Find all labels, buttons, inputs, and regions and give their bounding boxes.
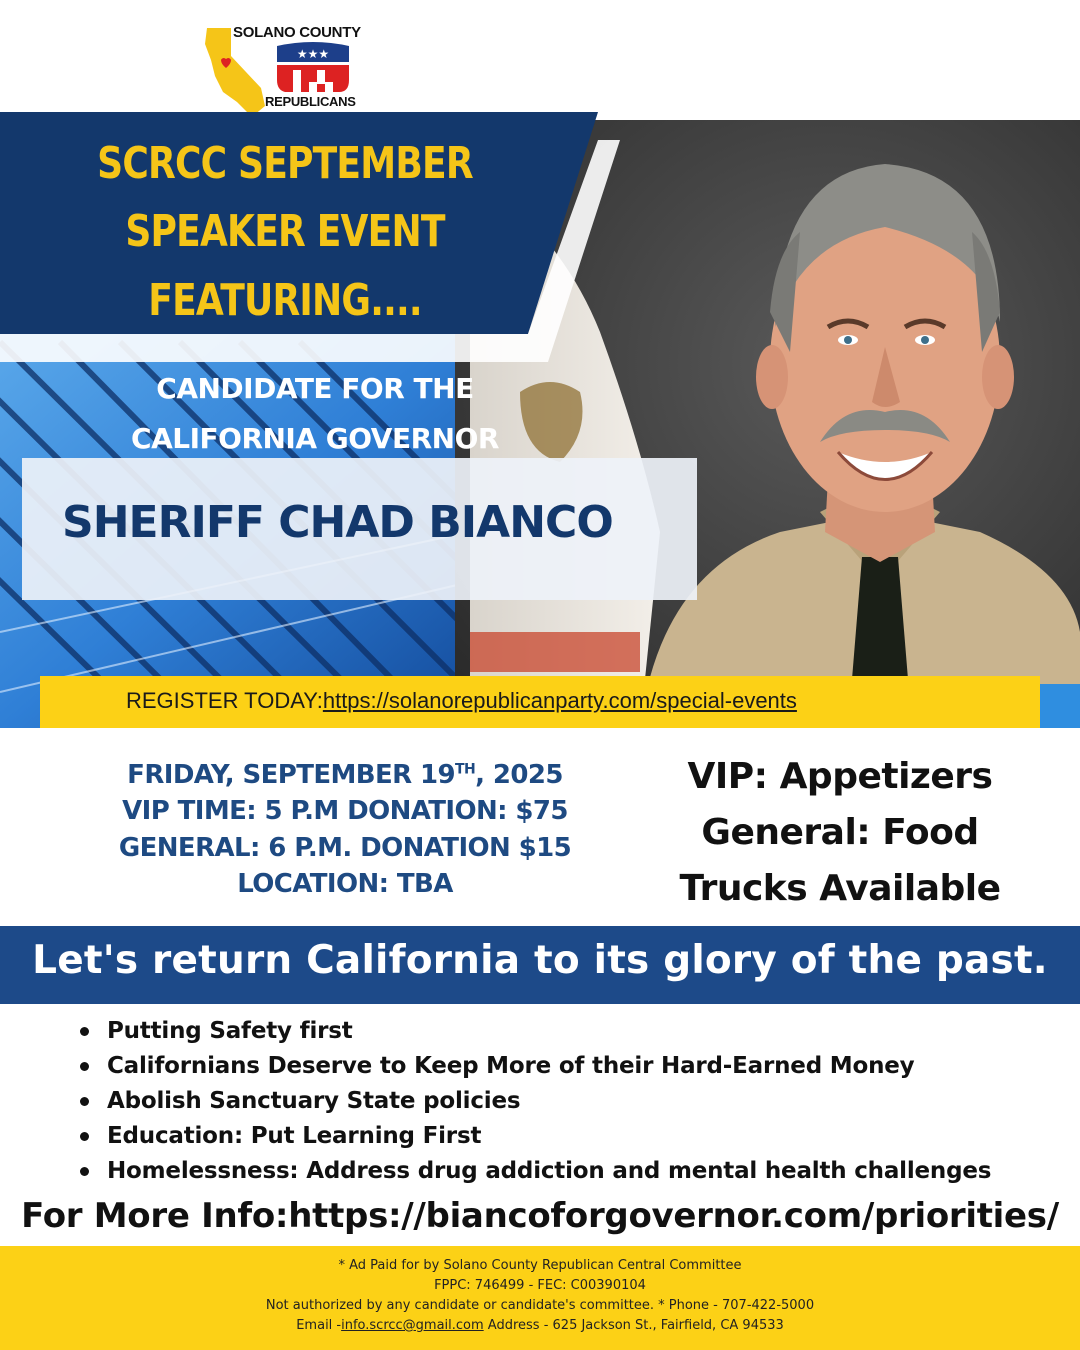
- title-line-1: SCRCC SEPTEMBER: [97, 138, 473, 189]
- elephant-icon: [273, 40, 353, 96]
- list-item: Homelessness: Address drug addiction and mental health challenges: [78, 1154, 991, 1189]
- event-date-sup: TH: [455, 761, 476, 778]
- vip-time: VIP TIME: 5 P.M DONATION: $75: [122, 796, 568, 826]
- priorities-list: [78, 1014, 991, 1189]
- register-label-wrap: [126, 688, 797, 714]
- event-date: [100, 760, 590, 790]
- event-date-prefix: FRIDAY, SEPTEMBER 19: [127, 760, 456, 790]
- register-label: REGISTER TODAY:: [126, 688, 323, 713]
- footer-line-4: [0, 1318, 1080, 1333]
- logo-org-bottom: REPUBLICANS: [265, 94, 356, 109]
- list-item: Education: Put Learning First: [78, 1119, 991, 1154]
- candidate-line-2: CALIFORNIA GOVERNOR: [131, 422, 499, 455]
- footer-line-1: * Ad Paid for by Solano County Republican Central Committee: [338, 1258, 742, 1273]
- candidate-line-1: CANDIDATE FOR THE: [156, 372, 474, 405]
- list-item: Abolish Sanctuary State policies: [78, 1084, 991, 1119]
- food-line-1: VIP: Appetizers: [687, 756, 993, 797]
- location: LOCATION: TBA: [237, 869, 453, 899]
- slogan-band: [0, 926, 1080, 1004]
- footer-address: Address - 625 Jackson St., Fairfield, CA 94533: [483, 1318, 784, 1333]
- title-line-2: SPEAKER EVENT: [125, 206, 445, 257]
- slogan-text: Let's return California to its glory of the past.: [32, 938, 1048, 983]
- footer-line-2: FPPC: 746499 - FEC: C00390104: [434, 1278, 646, 1293]
- event-date-suffix: , 2025: [475, 760, 563, 790]
- footer-email-prefix: Email -: [296, 1318, 342, 1333]
- footer-email-link[interactable]: info.scrcc@gmail.com: [341, 1318, 484, 1333]
- footer-line-3: Not authorized by any candidate or candidate's committee. * Phone - 707-422-5000: [265, 1298, 815, 1313]
- list-item: Californians Deserve to Keep More of their Hard-Earned Money: [78, 1049, 991, 1084]
- food-line-3: Trucks Available: [679, 868, 1001, 909]
- general-time: GENERAL: 6 P.M. DONATION $15: [118, 833, 572, 863]
- food-line-2: General: Food: [701, 812, 979, 853]
- list-item: Putting Safety first: [78, 1014, 991, 1049]
- footer: [0, 1246, 1080, 1350]
- register-link[interactable]: https://solanorepublicanparty.com/special-events: [322, 688, 797, 713]
- accent-block: [1040, 684, 1080, 728]
- register-bar: [40, 676, 1040, 728]
- title-line-3: FEATURING....: [148, 275, 422, 326]
- logo-org-top: SOLANO COUNTY: [233, 24, 361, 41]
- more-info-link[interactable]: For More Info:https://biancoforgovernor.com/priorities/: [21, 1196, 1059, 1236]
- candidate-name: SHERIFF CHAD BIANCO: [62, 497, 613, 548]
- svg-text:★★★: ★★★: [296, 47, 330, 61]
